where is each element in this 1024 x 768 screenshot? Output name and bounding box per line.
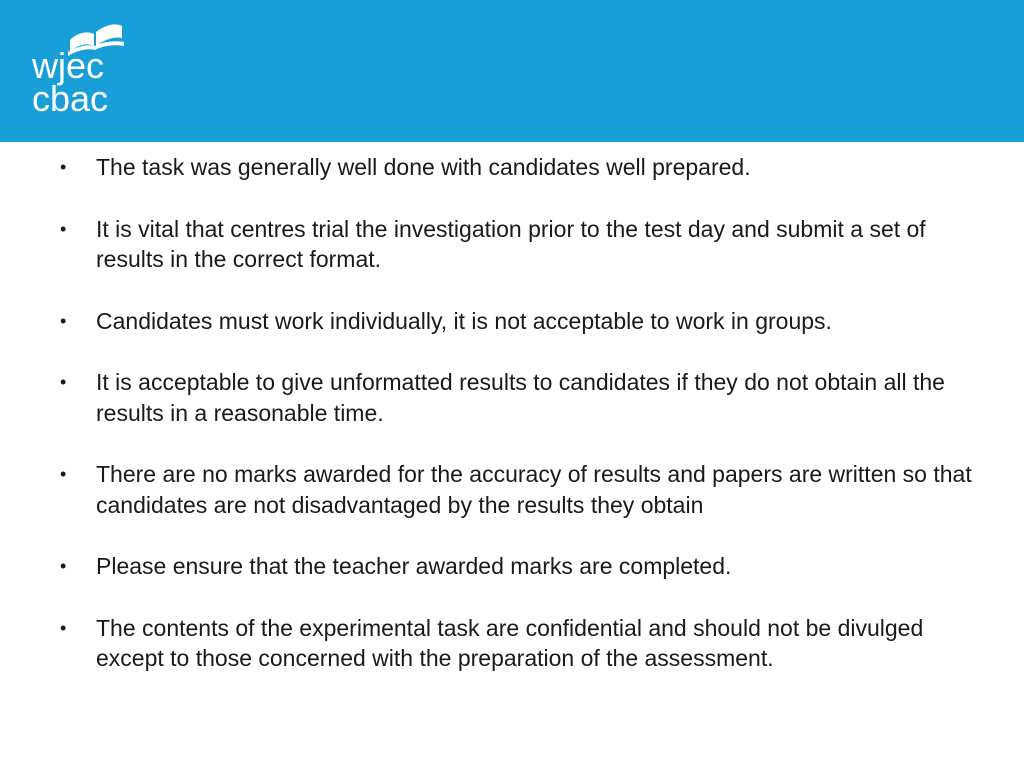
bullet-text: The task was generally well done with candidates well prepared. — [96, 154, 751, 180]
bullet-item-6 — [58, 551, 978, 582]
bullet-icon: • — [60, 617, 67, 638]
logo-text-wjec: wjec — [32, 45, 105, 86]
bullet-item-4 — [58, 367, 978, 428]
bullet-item-3 — [58, 306, 978, 337]
header-bar — [0, 0, 1024, 142]
bullet-text: It is vital that centres trial the investigation prior to the test day and submit a set of results in the correct format. — [96, 215, 926, 272]
bullet-icon: • — [60, 218, 67, 239]
bullet-text: The contents of the experimental task are confidential and should not be divulged except to those concerned with the preparation of the assessment. — [96, 614, 924, 671]
bullet-icon: • — [60, 372, 67, 392]
bullet-text: It is acceptable to give unformatted results to candidates if they do not obtain all the results in a reasonable time. — [96, 369, 945, 426]
logo-text-cbac: cbac — [32, 78, 109, 119]
bullet-item-2 — [58, 214, 978, 275]
bullet-icon: • — [60, 310, 67, 331]
wjec-cbac-logo — [30, 20, 130, 120]
bullet-item-5 — [58, 459, 978, 520]
bullet-icon: • — [60, 556, 67, 576]
bullet-text: Please ensure that the teacher awarded marks are completed. — [96, 553, 732, 579]
bullet-text: There are no marks awarded for the accuracy of results and papers are written so that candidates are not disadvantaged by the results they obtain — [96, 461, 972, 518]
bullet-icon: • — [60, 464, 67, 484]
bullet-item-7 — [58, 613, 978, 674]
bullet-list — [58, 152, 978, 705]
bullet-icon: • — [60, 157, 67, 177]
bullet-item-1 — [58, 152, 978, 183]
bullet-text: Candidates must work individually, it is not acceptable to work in groups. — [96, 307, 832, 334]
logo-graphic — [30, 20, 130, 120]
